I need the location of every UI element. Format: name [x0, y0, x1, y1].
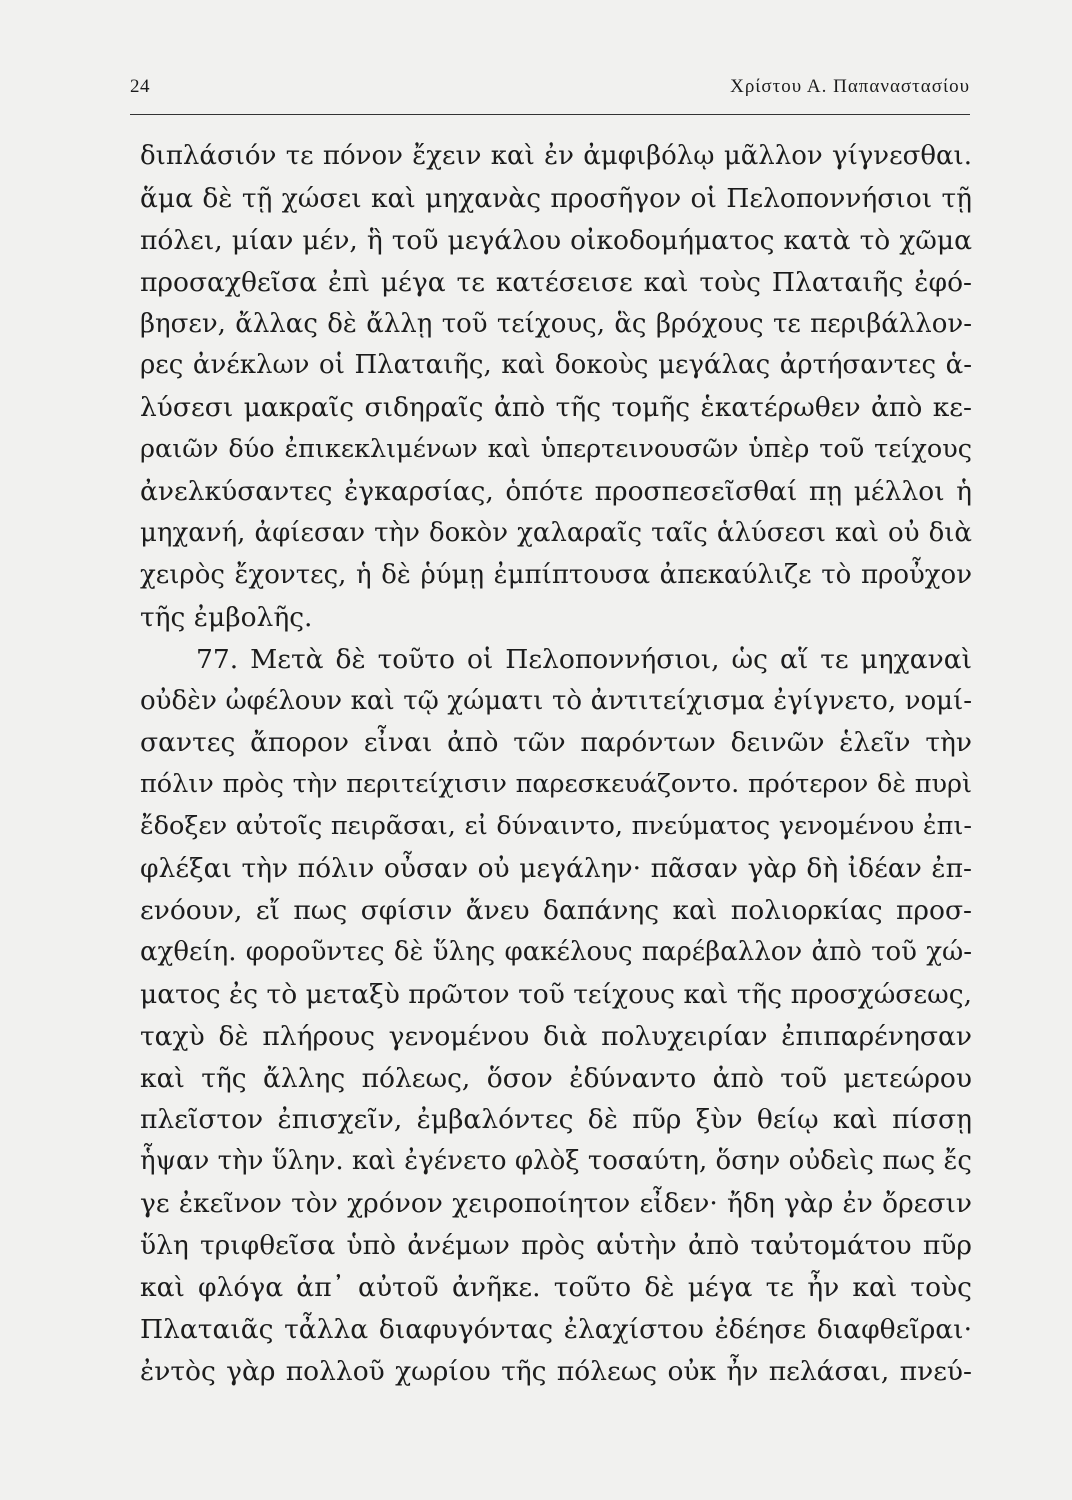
- text-line: πόλει, μίαν μέν, ἣ τοῦ μεγάλου οἰκοδομήματος κατὰ τὸ χῶμα: [140, 224, 972, 256]
- text-line: μηχανή, ἀφίεσαν τὴν δοκὸν χαλαραῖς ταῖς ἁλύσεσι καὶ οὐ διὰ: [140, 518, 972, 549]
- text-line: πόλιν πρὸς τὴν περιτείχισιν παρεσκευάζοντο. πρότερον δὲ πυρὶ: [140, 769, 972, 800]
- text-line: ταχὺ δὲ πλήρους γενομένου διὰ πολυχειρίαν ἐπιπαρένησαν: [140, 1020, 972, 1052]
- text-line: ματος ἐς τὸ μεταξὺ πρῶτον τοῦ τείχους καὶ τῆς προσχώσεως,: [140, 978, 972, 1010]
- text-line: ἅμα δὲ τῇ χώσει καὶ μηχανὰς προσῆγον οἱ Πελοποννήσιοι τῇ: [140, 182, 972, 214]
- body-text: [140, 136, 972, 1393]
- page-header: [130, 76, 970, 106]
- text-line: οὐδὲν ὠφέλουν καὶ τῷ χώματι τὸ ἀντιτείχισμα ἐγίγνετο, νομί-: [140, 685, 972, 716]
- text-line: αχθείη. φοροῦντες δὲ ὕλης φακέλους παρέβαλλον ἀπὸ τοῦ χώ-: [140, 936, 972, 967]
- page-number: 24: [130, 76, 150, 97]
- text-line: ενόουν, εἴ πως σφίσιν ἄνευ δαπάνης καὶ πολιορκίας προσ-: [140, 895, 972, 927]
- text-line: γε ἐκεῖνον τὸν χρόνον χειροποίητον εἶδεν· ἤδη γὰρ ἐν ὄρεσιν: [140, 1188, 972, 1220]
- text-line: σαντες ἄπορον εἶναι ἀπὸ τῶν παρόντων δεινῶν ἑλεῖν τὴν: [140, 727, 972, 759]
- text-line: Πλαταιᾶς τἆλλα διαφυγόντας ἐλαχίστου ἐδέησε διαφθεῖραι·: [140, 1313, 972, 1345]
- text-line: βησεν, ἄλλας δὲ ἄλλῃ τοῦ τείχους, ἃς βρόχους τε περιβάλλον-: [140, 308, 972, 339]
- running-head: Χρίστου Α. Παπαναστασίου: [730, 76, 970, 97]
- header-rule: [130, 114, 970, 115]
- text-line: πλεῖστον ἐπισχεῖν, ἐμβαλόντες δὲ πῦρ ξὺν θείῳ καὶ πίσσῃ: [140, 1104, 972, 1136]
- text-line: ἀνελκύσαντες ἐγκαρσίας, ὁπότε προσπεσεῖσθαί πῃ μέλλοι ἡ: [140, 476, 972, 508]
- text-line: διπλάσιόν τε πόνον ἔχειν καὶ ἐν ἀμφιβόλῳ μᾶλλον γίγνεσθαι.: [140, 141, 972, 171]
- text-line: ἧψαν τὴν ὕλην. καὶ ἐγένετο φλὸξ τοσαύτη, ὅσην οὐδεὶς πως ἔς: [140, 1146, 972, 1177]
- text-line: καὶ τῆς ἄλλης πόλεως, ὅσον ἐδύναντο ἀπὸ τοῦ μετεώρου: [140, 1062, 972, 1094]
- text-line: ἐντὸς γὰρ πολλοῦ χωρίου τῆς πόλεως οὐκ ἦν πελάσαι, πνεύ-: [140, 1355, 972, 1387]
- text-line: ὕλη τριφθεῖσα ὑπὸ ἀνέμων πρὸς αὑτὴν ἀπὸ ταὐτομάτου πῦρ: [140, 1230, 972, 1262]
- text-line: ρες ἀνέκλων οἱ Πλαταιῆς, καὶ δοκοὺς μεγάλας ἀρτήσαντες ἁ-: [140, 350, 972, 381]
- text-line: καὶ φλόγα ἀπ᾽ αὐτοῦ ἀνῆκε. τοῦτο δὲ μέγα τε ἦν καὶ τοὺς: [140, 1272, 972, 1304]
- text-line: λύσεσι μακραῖς σιδηραῖς ἀπὸ τῆς τομῆς ἑκατέρωθεν ἀπὸ κε-: [140, 392, 972, 424]
- text-line: προσαχθεῖσα ἐπὶ μέγα τε κατέσεισε καὶ τοὺς Πλαταιῆς ἐφό-: [140, 266, 972, 298]
- text-line: φλέξαι τὴν πόλιν οὖσαν οὐ μεγάλην· πᾶσαν γὰρ δὴ ἰδέαν ἐπ-: [140, 853, 972, 885]
- text-line: χειρὸς ἔχοντες, ἡ δὲ ῥύμῃ ἐμπίπτουσα ἀπεκαύλιζε τὸ προὖχον: [140, 559, 972, 590]
- text-line: τῆς ἐμβολῆς.: [140, 601, 313, 633]
- text-line: ἔδοξεν αὐτοῖς πειρᾶσαι, εἰ δύναιντο, πνεύματος γενομένου ἐπι-: [140, 811, 972, 842]
- section-heading-line: 77. Μετὰ δὲ τοῦτο οἱ Πελοποννήσιοι, ὡς αἵ τε μηχαναὶ: [196, 643, 972, 675]
- text-line: ραιῶν δύο ἐπικεκλιμένων καὶ ὑπερτεινουσῶν ὑπὲρ τοῦ τείχους: [140, 434, 972, 465]
